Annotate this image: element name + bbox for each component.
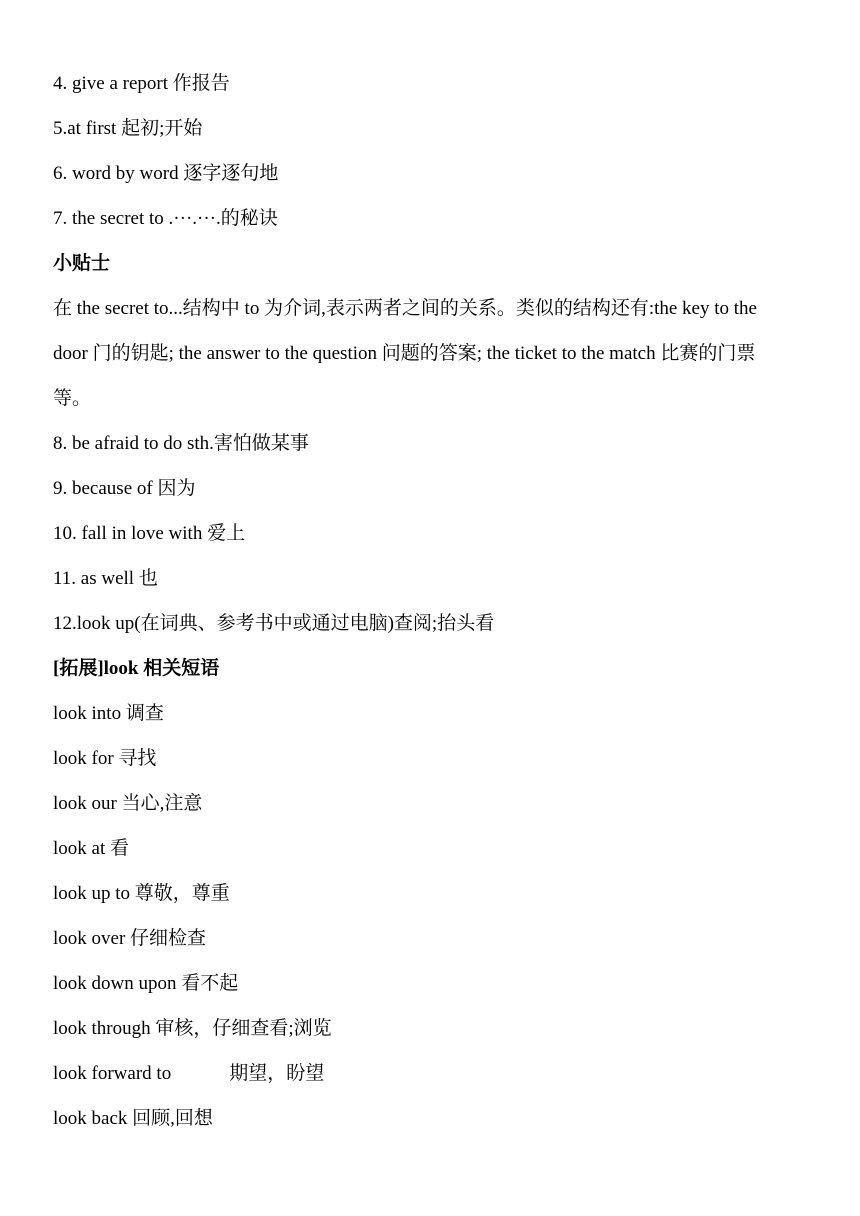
document-page — [53, 61, 823, 1141]
item-7: 7. the secret to .···.···.的秘诀 — [53, 208, 278, 229]
phrase-look-for: look for 寻找 — [53, 748, 157, 769]
item-5: 5.at first 起初;开始 — [53, 118, 203, 139]
tip-line-3: 等。 — [53, 388, 92, 409]
tip-heading: 小贴士 — [53, 253, 111, 274]
phrase-look-at: look at 看 — [53, 838, 129, 859]
item-11: 11. as well 也 — [53, 568, 158, 589]
phrase-look-down-upon: look down upon 看不起 — [53, 973, 239, 994]
expand-heading: [拓展]look 相关短语 — [53, 658, 220, 679]
phrase-look-through: look through 审核，仔细查看;浏览 — [53, 1018, 332, 1039]
item-8: 8. be afraid to do sth.害怕做某事 — [53, 433, 309, 454]
phrase-look-our: look our 当心,注意 — [53, 793, 203, 814]
tip-paragraph — [53, 286, 823, 421]
phrase-look-up-to: look up to 尊敬，尊重 — [53, 883, 230, 904]
item-4: 4. give a report 作报告 — [53, 73, 230, 94]
tip-line-2: door 门的钥匙; the answer to the question 问题的答案; the ticket to the match 比赛的门票 — [53, 343, 756, 364]
item-10: 10. fall in love with 爱上 — [53, 523, 246, 544]
phrase-look-over: look over 仔细检查 — [53, 928, 207, 949]
item-6: 6. word by word 逐字逐句地 — [53, 163, 279, 184]
item-12: 12.look up(在词典、参考书中或通过电脑)查阅;抬头看 — [53, 613, 495, 634]
phrase-look-into: look into 调查 — [53, 703, 164, 724]
phrase-look-back: look back 回顾,回想 — [53, 1108, 213, 1129]
phrase-look-forward-to — [53, 1051, 823, 1096]
phrase-look-forward-to-meaning: 期望，盼望 — [229, 1063, 325, 1084]
phrase-look-forward-to-term: look forward to — [53, 1063, 172, 1084]
item-9: 9. because of 因为 — [53, 478, 196, 499]
tip-line-1: 在 the secret to...结构中 to 为介词,表示两者之间的关系。类似的结构还有:the key to the — [53, 298, 757, 319]
